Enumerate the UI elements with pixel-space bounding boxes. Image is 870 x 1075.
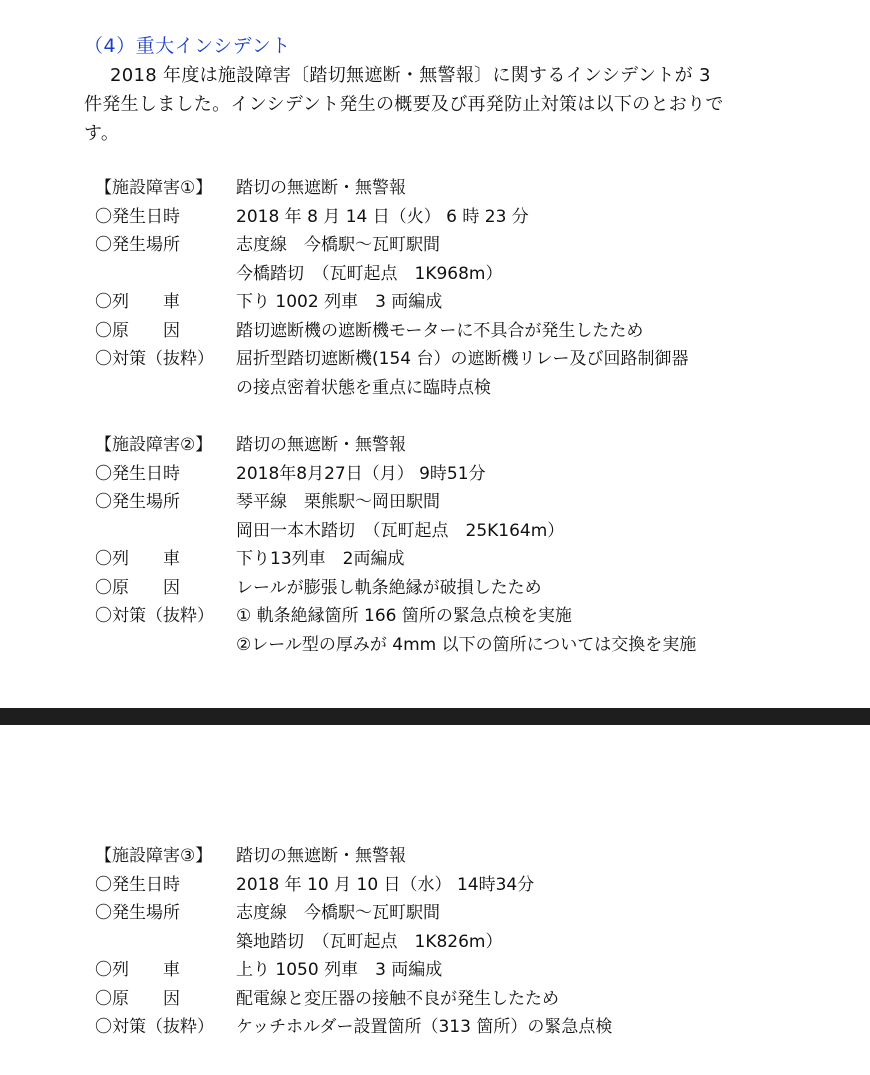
measure-label: 〇対策（抜粋） — [95, 1017, 214, 1037]
measure-value: ケッチホルダー設置箇所（313 箇所）の緊急点検 — [236, 1017, 613, 1037]
incident-header-label: 【施設障害②】 — [95, 435, 213, 455]
cause-label: 〇原 因 — [95, 577, 180, 598]
train-value: 上り 1050 列車 3 両編成 — [236, 960, 443, 980]
train-value: 下り13列車 2両編成 — [236, 549, 405, 569]
incident-header-value: 踏切の無遮断・無警報 — [236, 178, 406, 198]
place-value: 志度線 今橋駅～瓦町駅間 — [236, 235, 440, 255]
measure-value-2: ②レール型の厚みが 4mm 以下の箇所については交換を実施 — [236, 634, 697, 655]
cause-row — [95, 984, 795, 1013]
crossing-value: 築地踏切 （瓦町起点 1K826m） — [236, 931, 503, 952]
cause-label: 〇原 因 — [95, 988, 180, 1009]
date-value: 2018 年 10 月 10 日（水） 14時34分 — [236, 874, 535, 895]
date-value: 2018年8月27日（月） 9時51分 — [236, 463, 486, 484]
place-label: 〇発生場所 — [95, 903, 180, 923]
train-value: 下り 1002 列車 3 両編成 — [236, 292, 443, 312]
incident-header-label: 【施設障害①】 — [95, 178, 213, 198]
place-row-2 — [95, 516, 795, 545]
place-row — [95, 487, 795, 516]
train-label: 〇列 車 — [95, 292, 180, 312]
date-row — [95, 870, 795, 899]
incident-header-row — [95, 173, 795, 202]
incident-header-value: 踏切の無遮断・無警報 — [236, 846, 406, 866]
cause-value: レールが膨張し軌条絶縁が破損したため — [236, 577, 542, 598]
measure-row — [95, 1012, 795, 1041]
incident-header-row — [95, 841, 795, 870]
train-row — [95, 955, 795, 984]
place-value: 志度線 今橋駅～瓦町駅間 — [236, 903, 440, 923]
incident-header-row — [95, 430, 795, 459]
measure-label: 〇対策（抜粋） — [95, 606, 214, 626]
place-row — [95, 898, 795, 927]
date-row — [95, 202, 795, 231]
cause-row — [95, 316, 795, 345]
incident-header-label: 【施設障害③】 — [95, 846, 213, 866]
place-label: 〇発生場所 — [95, 492, 180, 512]
incident-header-value: 踏切の無遮断・無警報 — [236, 435, 406, 455]
cause-value: 踏切遮断機の遮断機モーターに不具合が発生したため — [236, 320, 644, 341]
crossing-value: 今橋踏切 （瓦町起点 1K968m） — [236, 263, 503, 284]
incident-3 — [95, 841, 795, 1041]
place-row-2 — [95, 259, 795, 288]
date-label: 〇発生日時 — [95, 874, 180, 895]
date-row — [95, 459, 795, 488]
measure-value-2: の接点密着状態を重点に臨時点検 — [236, 377, 491, 398]
train-row — [95, 544, 795, 573]
crossing-value: 岡田一本木踏切 （瓦町起点 25K164m） — [236, 520, 565, 541]
measure-row-2 — [95, 630, 795, 659]
train-label: 〇列 車 — [95, 549, 180, 569]
cause-label: 〇原 因 — [95, 320, 180, 341]
place-value: 琴平線 栗熊駅～岡田駅間 — [236, 492, 440, 512]
measure-value: ① 軌条絶縁箇所 166 箇所の緊急点検を実施 — [236, 606, 572, 626]
incident-2 — [95, 430, 795, 658]
measure-label: 〇対策（抜粋） — [95, 349, 214, 369]
section-title: （4）重大インシデント — [84, 35, 291, 57]
cause-row — [95, 573, 795, 602]
place-label: 〇発生場所 — [95, 235, 180, 255]
date-label: 〇発生日時 — [95, 463, 180, 484]
page-divider — [0, 708, 870, 725]
intro-paragraph — [84, 61, 774, 148]
measure-row-2 — [95, 373, 795, 402]
measure-row — [95, 344, 795, 373]
measure-row — [95, 601, 795, 630]
intro-line-2: 件発生しました。インシデント発生の概要及び再発防止対策は以下のとおりで — [84, 94, 724, 115]
place-row — [95, 230, 795, 259]
cause-value: 配電線と変圧器の接触不良が発生したため — [236, 988, 559, 1009]
date-label: 〇発生日時 — [95, 206, 180, 227]
train-row — [95, 287, 795, 316]
incident-1 — [95, 173, 795, 401]
intro-line-3: す。 — [84, 123, 120, 144]
measure-value: 屈折型踏切遮断機(154 台）の遮断機リレー及び回路制御器 — [236, 349, 689, 369]
train-label: 〇列 車 — [95, 960, 180, 980]
place-row-2 — [95, 927, 795, 956]
intro-line-1: 2018 年度は施設障害〔踏切無遮断・無警報〕に関するインシデントが 3 — [110, 65, 711, 86]
date-value: 2018 年 8 月 14 日（火） 6 時 23 分 — [236, 206, 529, 227]
